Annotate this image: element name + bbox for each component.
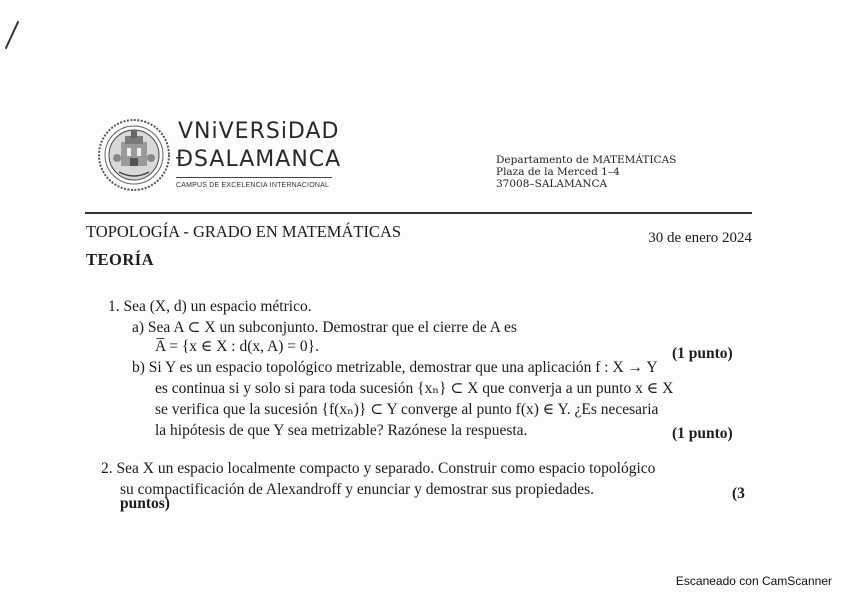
question-2-line: puntos)	[120, 495, 170, 512]
exam-date: 30 de enero 2024	[648, 230, 752, 246]
header-divider	[85, 212, 752, 214]
course-title: TOPOLOGÍA - GRADO EN MATEMÁTICAS	[86, 222, 402, 241]
department-line: 37008–SALAMANCA	[496, 178, 608, 190]
question-1b-line: es continua si y solo si para toda sucesión {xₙ} ⊂ X que converja a un punto x ∈ X	[155, 380, 674, 397]
university-name-line1: VNiVERSiDAD	[178, 119, 340, 144]
question-1b-points: (1 punto)	[672, 425, 733, 442]
logo-divider	[176, 177, 332, 178]
department-line: Plaza de la Merced 1–4	[496, 166, 620, 178]
question-1b-line: se verifica que la sucesión {f(xₙ)} ⊂ Y converge al punto f(x) ∈ Y. ¿Es necesaria	[155, 401, 659, 418]
scanner-watermark: Escaneado con CamScanner	[675, 574, 832, 588]
university-seal-icon	[97, 118, 171, 192]
university-name-line2: ÐSALAMANCA	[176, 147, 342, 172]
pen-stroke-mark	[0, 0, 30, 60]
question-1b-line: b) Si Y es un espacio topológico metrizable, demostrar que una aplicación f : X → Y	[132, 359, 658, 376]
question-1a-line: a) Sea A ⊂ X un subconjunto. Demostrar que el cierre de A es	[132, 319, 517, 336]
question-1a-points: (1 punto)	[672, 345, 733, 362]
question-2-line: su compactificación de Alexandroff y enunciar y demostrar sus propiedades.	[120, 481, 595, 498]
question-1a-line: A̅ = {x ∈ X : d(x, A) = 0}.	[155, 338, 319, 355]
campus-caption: CAMPUS DE EXCELENCIA INTERNACIONAL	[176, 182, 330, 189]
department-line: Departamento de MATEMÁTICAS	[496, 154, 677, 166]
question-2-points: (3	[732, 485, 745, 502]
question-1b-line: la hipótesis de que Y sea metrizable? Razónese la respuesta.	[155, 422, 528, 439]
question-1-stem: 1. Sea (X, d) un espacio métrico.	[108, 298, 312, 315]
section-heading: TEORÍA	[86, 250, 155, 269]
department-address	[496, 154, 676, 190]
question-2-line: 2. Sea X un espacio localmente compacto y separado. Construir como espacio topológico	[101, 460, 656, 477]
